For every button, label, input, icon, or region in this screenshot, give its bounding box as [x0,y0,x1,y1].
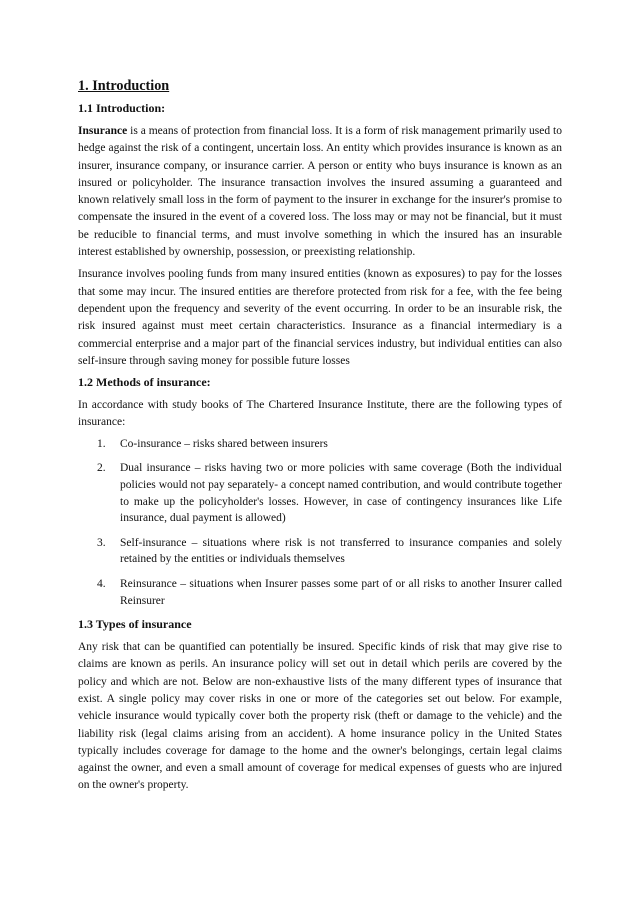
section-heading-introduction: 1.1 Introduction: [78,101,166,115]
list-item-text: Self-insurance – situations where risk is not transferred to insurance companies and solely retained by the entities or individuals themselves [120,536,562,566]
list-item-number: 3. [97,536,106,549]
methods-list [78,436,562,609]
list-item-number: 4. [97,577,106,590]
page-title: 1. Introduction [78,78,170,94]
list-item-number: 1. [97,437,106,450]
list-item [78,535,562,568]
term-insurance: Insurance [78,125,128,137]
paragraph-types-of-insurance: Any risk that can be quantified can potentially be insured. Specific kinds of risk that may give rise to claims are known as perils. An insurance policy will set out in detail which perils are covered by the policy and which are not. Below are non-exhaustive lists of the many different types of insurance that exist. A single policy may cover risks in one or more of the categories set out below. For example, vehicle insurance would typically cover both the property risk (theft or damage to the vehicle) and the liability risk (legal claims arising from an accident). A home insurance policy in the United States typically includes coverage for damage to the home and the owner's belongings, certain legal claims against the owner, and even a small amount of coverage for medical expenses of guests who are injured on the owner's property. [78,641,562,792]
list-item-text: Co-insurance – risks shared between insurers [120,437,328,450]
section-heading-types: 1.3 Types of insurance [78,617,192,632]
document-page [78,78,562,800]
paragraph-insurance-definition-text: is a means of protection from financial loss. It is a form of risk management primarily used to hedge against the risk of a contingent, uncertain loss. An entity which provides insurance is known as an insurer, insurance company, or insurance carrier. A person or entity who buys insurance is known as an insured or policyholder. The insurance transaction involves the insured assuming a guaranteed and known relatively small loss in the form of payment to the insurer in exchange for the insurer's promise to compensate the insured in the event of a covered loss. The loss may or may not be financial, but it must be reducible to financial terms, and must involve something in which the insured has an insurable interest established by ownership, possession, or preexisting relationship. [78,125,562,259]
list-item [78,576,562,609]
paragraph-insurance-pooling: Insurance involves pooling funds from many insured entities (known as exposures) to pay for the losses that some may incur. The insured entities are therefore protected from risk for a fee, with the fee being dependent upon the frequency and severity of the event occurring. In order to be an insurable risk, the risk insured against must meet certain characteristics. Insurance as a financial intermediary is a commercial enterprise and a major part of the financial services industry, but individual entities can also self-insure through saving money for possible future losses [78,268,562,367]
list-item-text: Reinsurance – situations when Insurer passes some part of or all risks to another Insurer called Reinsurer [120,577,562,607]
paragraph-methods-intro: In accordance with study books of The Chartered Insurance Institute, there are the following types of insurance: [78,399,562,429]
list-item [78,460,562,526]
paragraph-insurance-definition [78,123,562,261]
list-item [78,436,562,453]
list-item-text: Dual insurance – risks having two or more policies with same coverage (Both the individual policies would not pay separately- a concept named contribution, and would contribute together to make up the policyholder's losses. However, in case of contingency insurances like Life insurance, dual payment is allowed) [120,462,562,525]
list-item-number: 2. [97,462,106,475]
section-heading-methods: 1.2 Methods of insurance: [78,375,211,390]
